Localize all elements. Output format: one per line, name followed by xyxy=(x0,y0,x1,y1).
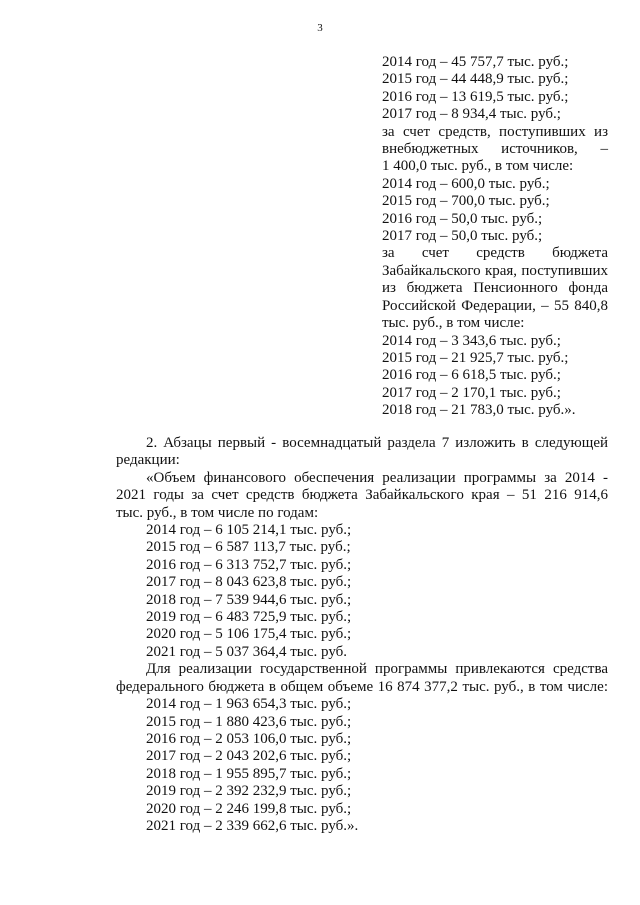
regional-year-line: 2017 год – 8 043 623,8 тыс. руб.; xyxy=(146,574,352,591)
year-line: 2016 год – 50,0 тыс. руб.; xyxy=(382,210,543,227)
federal-year-line: 2017 год – 2 043 202,6 тыс. руб.; xyxy=(146,748,352,765)
year-line: 2015 год – 44 448,9 тыс. руб.; xyxy=(382,71,569,88)
page-number: 3 xyxy=(317,22,323,34)
year-line: 2015 год – 700,0 тыс. руб.; xyxy=(382,193,550,210)
section-2-body xyxy=(116,435,608,835)
regional-year-line: 2016 год – 6 313 752,7 тыс. руб.; xyxy=(146,556,352,573)
right-column-funding-list xyxy=(382,54,608,420)
year-line: 2015 год – 21 925,7 тыс. руб.; xyxy=(382,349,569,366)
regional-year-line: 2018 год – 7 539 944,6 тыс. руб.; xyxy=(146,591,352,608)
federal-paragraph: федерального бюджета в общем объеме 16 874 377,2 тыс. руб., в том числе: xyxy=(116,678,608,695)
federal-year-line: 2021 год – 2 339 662,6 тыс. руб.». xyxy=(146,817,359,834)
extra-budget-text: внебюджетных источников, – xyxy=(382,141,608,158)
quote-paragraph: «Объем финансового обеспечения реализации программы за 2014 - xyxy=(146,469,608,486)
section-2-heading: редакции: xyxy=(116,452,180,469)
regional-year-line: 2020 год – 5 106 175,4 тыс. руб.; xyxy=(146,626,352,643)
federal-year-line: 2014 год – 1 963 654,3 тыс. руб.; xyxy=(146,696,352,713)
federal-year-line: 2016 год – 2 053 106,0 тыс. руб.; xyxy=(146,730,352,747)
regional-year-line: 2014 год – 6 105 214,1 тыс. руб.; xyxy=(146,522,352,539)
federal-year-line: 2018 год – 1 955 895,7 тыс. руб.; xyxy=(146,765,352,782)
year-line: 2014 год – 45 757,7 тыс. руб.; xyxy=(382,54,569,70)
federal-year-line: 2015 год – 1 880 423,6 тыс. руб.; xyxy=(146,713,352,730)
pension-fund-text: за счет средств бюджета xyxy=(382,245,608,262)
federal-year-line: 2019 год – 2 392 232,9 тыс. руб.; xyxy=(146,783,352,800)
regional-year-line: 2015 год – 6 587 113,7 тыс. руб.; xyxy=(146,539,351,556)
quote-paragraph: тыс. руб., в том числе по годам: xyxy=(116,504,319,521)
year-line: 2017 год – 8 934,4 тыс. руб.; xyxy=(382,106,561,123)
year-line: 2017 год – 50,0 тыс. руб.; xyxy=(382,228,543,245)
year-line: 2016 год – 6 618,5 тыс. руб.; xyxy=(382,367,561,384)
pension-fund-text: Российской Федерации, – 55 840,8 xyxy=(382,297,608,314)
pension-fund-text: из бюджета Пенсионного фонда xyxy=(382,280,608,297)
pension-fund-text: тыс. руб., в том числе: xyxy=(382,315,525,332)
year-line: 2014 год – 600,0 тыс. руб.; xyxy=(382,175,550,192)
year-line: 2014 год – 3 343,6 тыс. руб.; xyxy=(382,332,561,349)
year-line: 2018 год – 21 783,0 тыс. руб.». xyxy=(382,402,576,419)
federal-year-line: 2020 год – 2 246 199,8 тыс. руб.; xyxy=(146,800,352,817)
year-line: 2017 год – 2 170,1 тыс. руб.; xyxy=(382,384,561,401)
regional-year-line: 2021 год – 5 037 364,4 тыс. руб. xyxy=(146,643,348,660)
pension-fund-text: Забайкальского края, поступивших xyxy=(382,262,608,279)
section-2-heading: 2. Абзацы первый - восемнадцатый раздела 7 изложить в следующей xyxy=(146,435,608,451)
year-line: 2016 год – 13 619,5 тыс. руб.; xyxy=(382,88,569,105)
regional-year-line: 2019 год – 6 483 725,9 тыс. руб.; xyxy=(146,609,352,626)
extra-budget-text: за счет средств, поступивших из xyxy=(382,123,608,140)
extra-budget-text: 1 400,0 тыс. руб., в том числе: xyxy=(382,158,574,175)
quote-paragraph: 2021 годы за счет средств бюджета Забайкальского края – 51 216 914,6 xyxy=(116,487,608,504)
federal-paragraph: Для реализации государственной программы привлекаются средства xyxy=(146,661,608,678)
